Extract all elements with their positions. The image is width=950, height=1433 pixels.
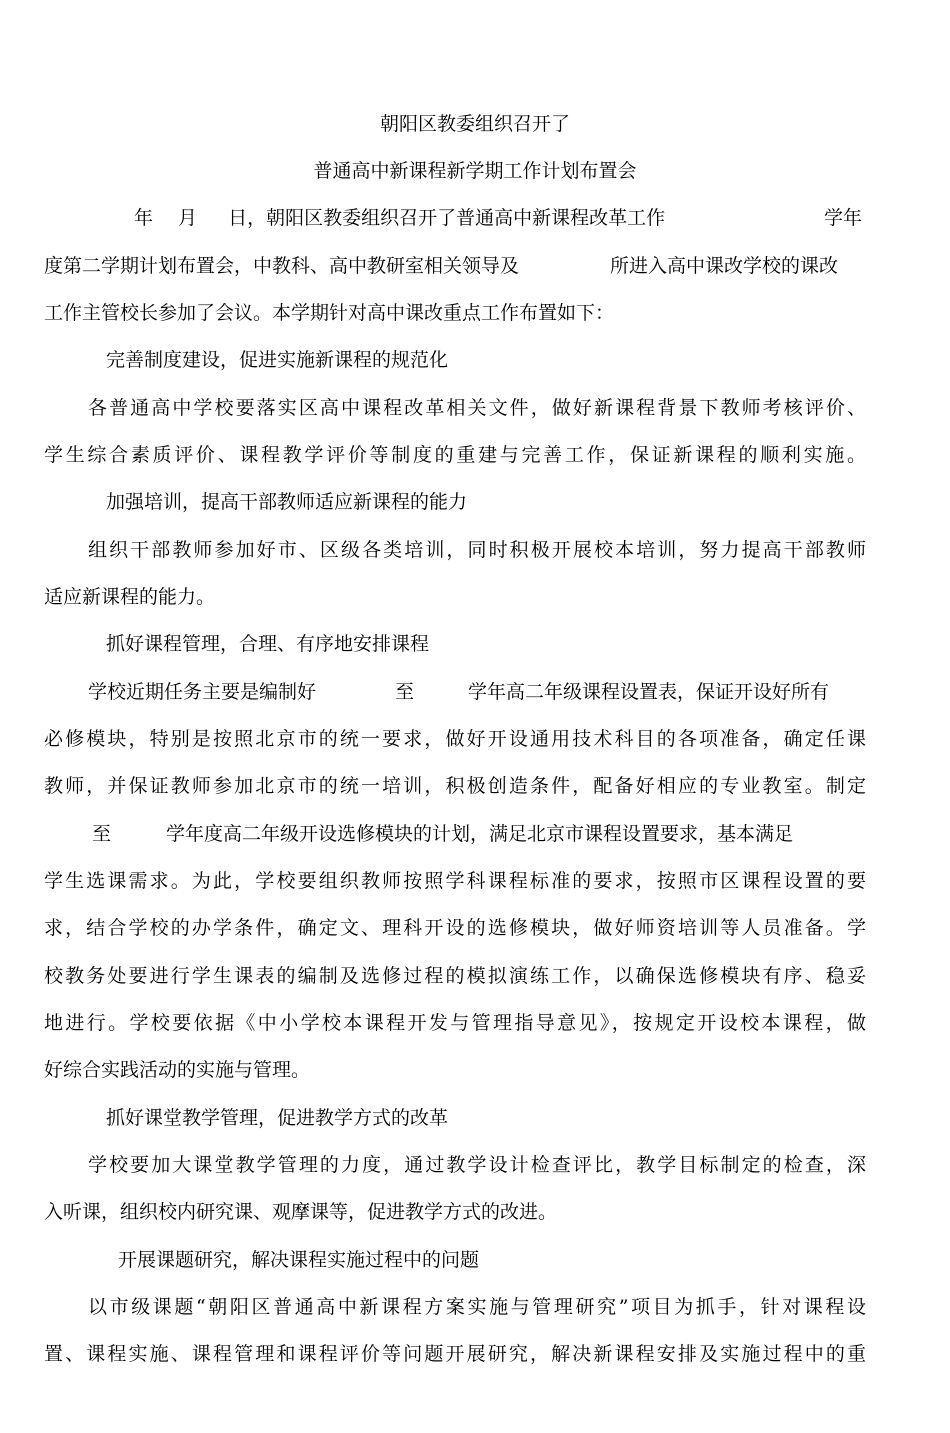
paragraph-line: 教师，并保证教师参加北京市的统一培训，积极创造条件，配备好相应的专业教室。制定	[44, 775, 866, 797]
paragraph-line: 地进行。学校要依据《中小学校本课程开发与管理指导意见》，按规定开设校本课程，做	[44, 1012, 866, 1034]
paragraph-line: 学校近期任务主要是编制好	[88, 681, 317, 703]
title-line-2: 普通高中新课程新学期工作计划布置会	[313, 160, 637, 182]
intro-line-3: 工作主管校长参加了会议。本学期针对高中课改重点工作布置如下：	[44, 302, 615, 324]
paragraph-line: 校教务处要进行学生课表的编制及选修过程的模拟演练工作，以确保选修模块有序、稳妥	[44, 965, 866, 987]
intro-line-2-end: 所进入高中课改学校的课改	[610, 255, 839, 277]
paragraph-line: 好综合实践活动的实施与管理。	[44, 1059, 311, 1081]
paragraph-line: 以市级课题“朝阳区普通高中新课程方案实施与管理研究”项目为抓手，针对课程设	[88, 1296, 866, 1318]
paragraph-line: 学生选课需求。为此，学校要组织教师按照学科课程标准的要求，按照市区课程设置的要	[44, 870, 866, 892]
paragraph-line: 置、课程实施、课程管理和课程评价等问题开展研究，解决新课程安排及实施过程中的重	[44, 1343, 866, 1365]
paragraph-line: 学校要加大课堂教学管理的力度，通过教学设计检查评比，教学目标制定的检查，深	[88, 1154, 866, 1176]
paragraph-line: 必修模块，特别是按照北京市的统一要求，做好开设通用技术科目的各项准备，确定任课	[44, 728, 866, 750]
section-heading: 完善制度建设，促进实施新课程的规范化	[106, 349, 449, 371]
paragraph-line: 学生综合素质评价、课程教学评价等制度的重建与完善工作，保证新课程的顺利实施。	[44, 444, 866, 466]
paragraph-line: 至	[395, 681, 415, 703]
paragraph-line: 入听课，组织校内研究课、观摩课等，促进教学方式的改进。	[44, 1201, 558, 1223]
section-heading: 加强培训，提高干部教师适应新课程的能力	[106, 491, 468, 513]
paragraph-line: 学年高二年级课程设置表，保证开设好所有	[468, 681, 830, 703]
intro-line-1: 年 月 日，朝阳区教委组织召开了普通高中新课程改革工作	[134, 207, 666, 229]
section-heading: 抓好课堂教学管理，促进教学方式的改革	[106, 1107, 449, 1129]
paragraph-line: 各普通高中学校要落实区高中课程改革相关文件，做好新课程背景下教师考核评价、	[88, 397, 866, 419]
paragraph-line: 至	[92, 823, 112, 845]
paragraph-line: 适应新课程的能力。	[44, 586, 216, 608]
paragraph-line: 求，结合学校的办学条件，确定文、理科开设的选修模块，做好师资培训等人员准备。学	[44, 917, 866, 939]
intro-line-1-end: 学年	[824, 207, 863, 229]
section-heading: 抓好课程管理，合理、有序地安排课程	[106, 633, 430, 655]
title-line-1: 朝阳区教委组织召开了	[379, 113, 570, 135]
section-heading: 开展课题研究，解决课程实施过程中的问题	[118, 1249, 480, 1271]
paragraph-line: 学年度高二年级开设选修模块的计划，满足北京市课程设置要求，基本满足	[166, 823, 794, 845]
intro-line-2: 度第二学期计划布置会，中教科、高中教研室相关领导及	[44, 255, 520, 277]
paragraph-line: 组织干部教师参加好市、区级各类培训，同时积极开展校本培训，努力提高干部教师	[88, 539, 866, 561]
